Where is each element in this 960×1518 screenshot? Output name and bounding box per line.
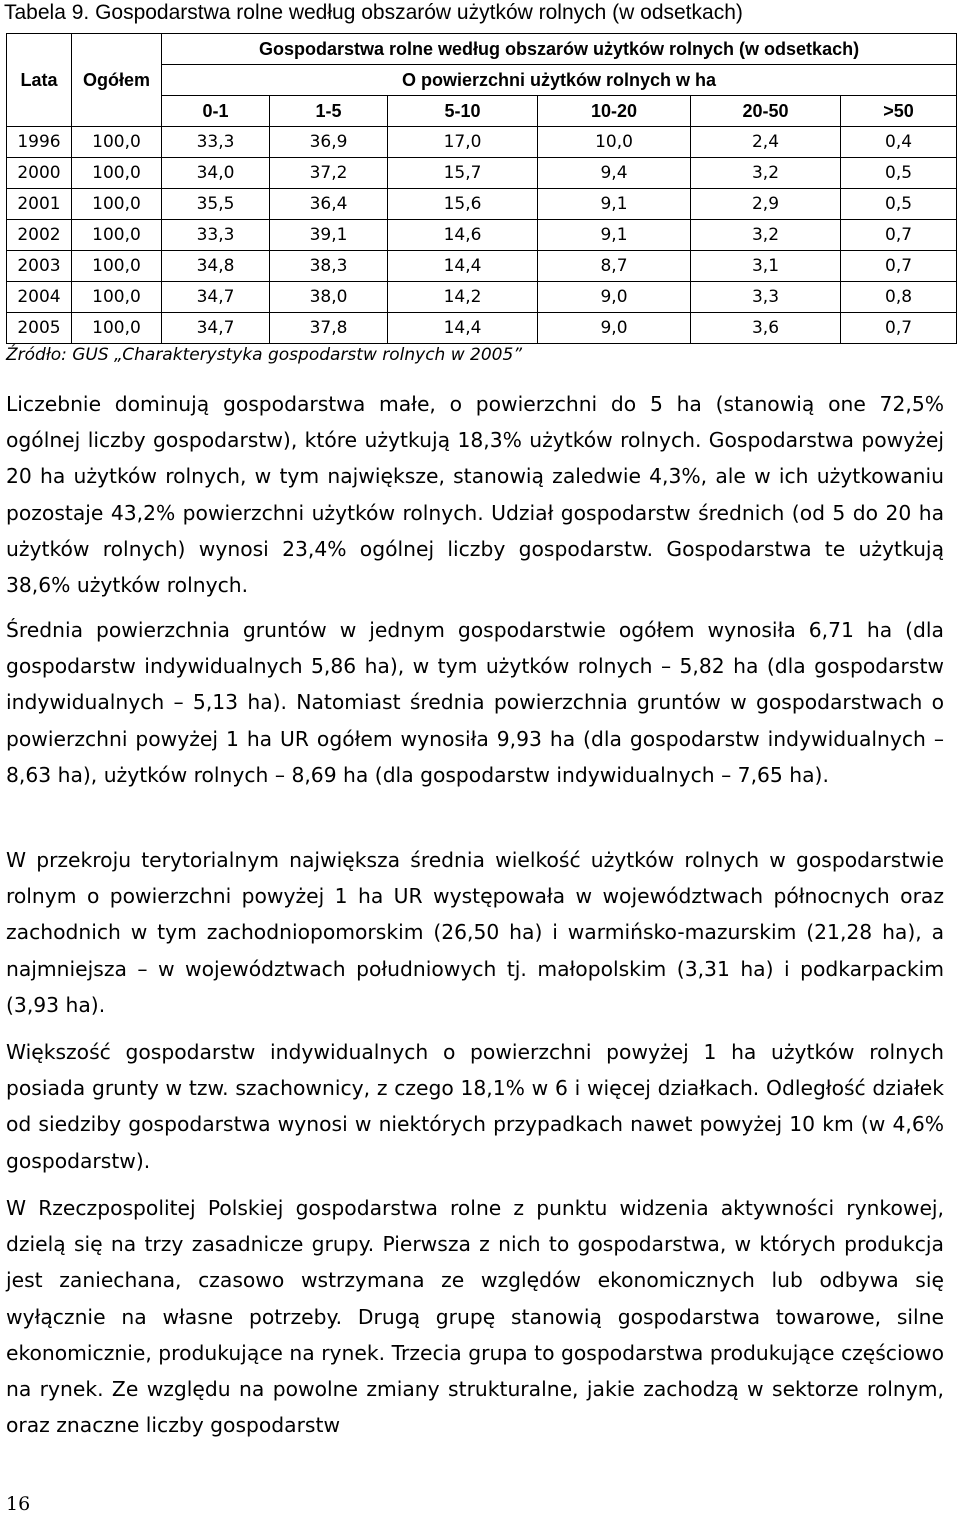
cell-value: 0,5 [841, 158, 957, 189]
header-size-col: 1-5 [270, 96, 388, 127]
cell-value: 0,7 [841, 220, 957, 251]
cell-value: 9,0 [538, 282, 691, 313]
cell-value: 38,3 [270, 251, 388, 282]
cell-total: 100,0 [72, 189, 162, 220]
table-row [7, 158, 957, 189]
cell-year: 2003 [7, 251, 72, 282]
cell-value: 8,7 [538, 251, 691, 282]
cell-value: 14,6 [388, 220, 538, 251]
cell-value: 37,8 [270, 313, 388, 344]
cell-value: 36,9 [270, 127, 388, 158]
cell-value: 14,4 [388, 313, 538, 344]
header-group: Gospodarstwa rolne według obszarów użytków rolnych (w odsetkach) [162, 34, 957, 65]
cell-total: 100,0 [72, 127, 162, 158]
cell-value: 3,6 [691, 313, 841, 344]
page-number: 16 [6, 1493, 31, 1515]
cell-value: 34,0 [162, 158, 270, 189]
header-subgroup: O powierzchni użytków rolnych w ha [162, 65, 957, 96]
cell-total: 100,0 [72, 282, 162, 313]
cell-value: 10,0 [538, 127, 691, 158]
header-years: Lata [7, 34, 72, 127]
header-size-col: 0-1 [162, 96, 270, 127]
cell-value: 17,0 [388, 127, 538, 158]
paragraph: W przekroju terytorialnym największa średnia wielkość użytków rolnych w gospodarstwie rolnym o powierzchni powyżej 1 ha UR występowała w województwach północnych oraz zachodnich w tym zachodniopomorskim (26,50 ha) i warmińsko-mazurskim (21,28 ha), a najmniejsza – w województwach południowych tj. małopolskim (3,31 ha) i podkarpackim (3,93 ha). [6, 848, 944, 1017]
cell-total: 100,0 [72, 220, 162, 251]
header-size-col: 5-10 [388, 96, 538, 127]
cell-value: 3,2 [691, 158, 841, 189]
cell-value: 38,0 [270, 282, 388, 313]
cell-value: 0,5 [841, 189, 957, 220]
cell-value: 15,7 [388, 158, 538, 189]
cell-value: 37,2 [270, 158, 388, 189]
header-total: Ogółem [72, 34, 162, 127]
cell-value: 0,7 [841, 251, 957, 282]
source-note: Źródło: GUS „Charakterystyka gospodarstw rolnych w 2005” [6, 345, 523, 365]
header-size-col: 20-50 [691, 96, 841, 127]
cell-year: 2000 [7, 158, 72, 189]
paragraph: W Rzeczpospolitej Polskiej gospodarstwa rolne z punktu widzenia aktywności rynkowej, dzielą się na trzy zasadnicze grupy. Pierwsza z nich to gospodarstwa, w których produkcja jest zaniechana, czasowo wstrzymana ze względów ekonomicznych lub odbywa się wyłącznie na własne potrzeby. Drugą grupę stanowią gospodarstwa towarowe, silne ekonomicznie, produkujące na rynek. Trzecia grupa to gospodarstwa produkujące częściowo na rynek. Ze względu na powolne zmiany strukturalne, jakie zachodzą w sektorze rolnym, oraz znaczne liczby gospodarstw [6, 1196, 944, 1438]
cell-value: 2,9 [691, 189, 841, 220]
cell-year: 2002 [7, 220, 72, 251]
cell-value: 14,4 [388, 251, 538, 282]
cell-value: 33,3 [162, 220, 270, 251]
cell-value: 34,7 [162, 313, 270, 344]
cell-total: 100,0 [72, 251, 162, 282]
cell-total: 100,0 [72, 313, 162, 344]
table-caption: Tabela 9. Gospodarstwa rolne według obszarów użytków rolnych (w odsetkach) [4, 1, 743, 24]
cell-value: 35,5 [162, 189, 270, 220]
cell-value: 9,1 [538, 220, 691, 251]
table-row [7, 251, 957, 282]
cell-year: 1996 [7, 127, 72, 158]
cell-value: 33,3 [162, 127, 270, 158]
cell-value: 34,8 [162, 251, 270, 282]
table-row [7, 313, 957, 344]
cell-value: 9,1 [538, 189, 691, 220]
cell-value: 0,7 [841, 313, 957, 344]
cell-value: 0,4 [841, 127, 957, 158]
table-row [7, 189, 957, 220]
cell-value: 3,1 [691, 251, 841, 282]
cell-value: 14,2 [388, 282, 538, 313]
cell-value: 15,6 [388, 189, 538, 220]
paragraph: Liczebnie dominują gospodarstwa małe, o powierzchni do 5 ha (stanowią one 72,5% ogólnej liczby gospodarstw), które użytkują 18,3% użytków rolnych. Gospodarstwa powyżej 20 ha użytków rolnych, w tym największe, stanowią zaledwie 4,3%, ale w ich użytkowaniu pozostaje 43,2% powierzchni użytków rolnych. Udział gospodarstw średnich (od 5 do 20 ha użytków rolnych) wynosi 23,4% ogólnej liczby gospodarstw. Gospodarstwa te użytkują 38,6% użytków rolnych. [6, 392, 944, 598]
cell-value: 36,4 [270, 189, 388, 220]
table-row [7, 127, 957, 158]
paragraph: Większość gospodarstw indywidualnych o powierzchni powyżej 1 ha użytków rolnych posiada grunty w tzw. szachownicy, z czego 18,1% w 6 i więcej działkach. Odległość działek od siedziby gospodarstwa wynosi w niektórych przypadkach nawet powyżej 10 km (w 4,6% gospodarstw). [6, 1040, 944, 1173]
cell-value: 39,1 [270, 220, 388, 251]
paragraph: Średnia powierzchnia gruntów w jednym gospodarstwie ogółem wynosiła 6,71 ha (dla gospodarstw indywidualnych 5,86 ha), w tym użytków rolnych – 5,82 ha (dla gospodarstw indywidualnych – 5,13 ha). Natomiast średnia powierzchnia gruntów w gospodarstwach o powierzchni powyżej 1 ha UR ogółem wynosiła 9,93 ha (dla gospodarstw indywidualnych – 8,63 ha), użytków rolnych – 8,69 ha (dla gospodarstw indywidualnych – 7,65 ha). [6, 618, 944, 787]
header-size-col: >50 [841, 96, 957, 127]
cell-value: 3,2 [691, 220, 841, 251]
cell-value: 34,7 [162, 282, 270, 313]
farm-size-table [6, 33, 957, 344]
cell-year: 2004 [7, 282, 72, 313]
cell-value: 9,4 [538, 158, 691, 189]
cell-value: 9,0 [538, 313, 691, 344]
table-row [7, 282, 957, 313]
cell-value: 0,8 [841, 282, 957, 313]
cell-year: 2001 [7, 189, 72, 220]
cell-total: 100,0 [72, 158, 162, 189]
cell-year: 2005 [7, 313, 72, 344]
header-size-col: 10-20 [538, 96, 691, 127]
table-body [7, 127, 957, 344]
table-row [7, 220, 957, 251]
cell-value: 2,4 [691, 127, 841, 158]
cell-value: 3,3 [691, 282, 841, 313]
